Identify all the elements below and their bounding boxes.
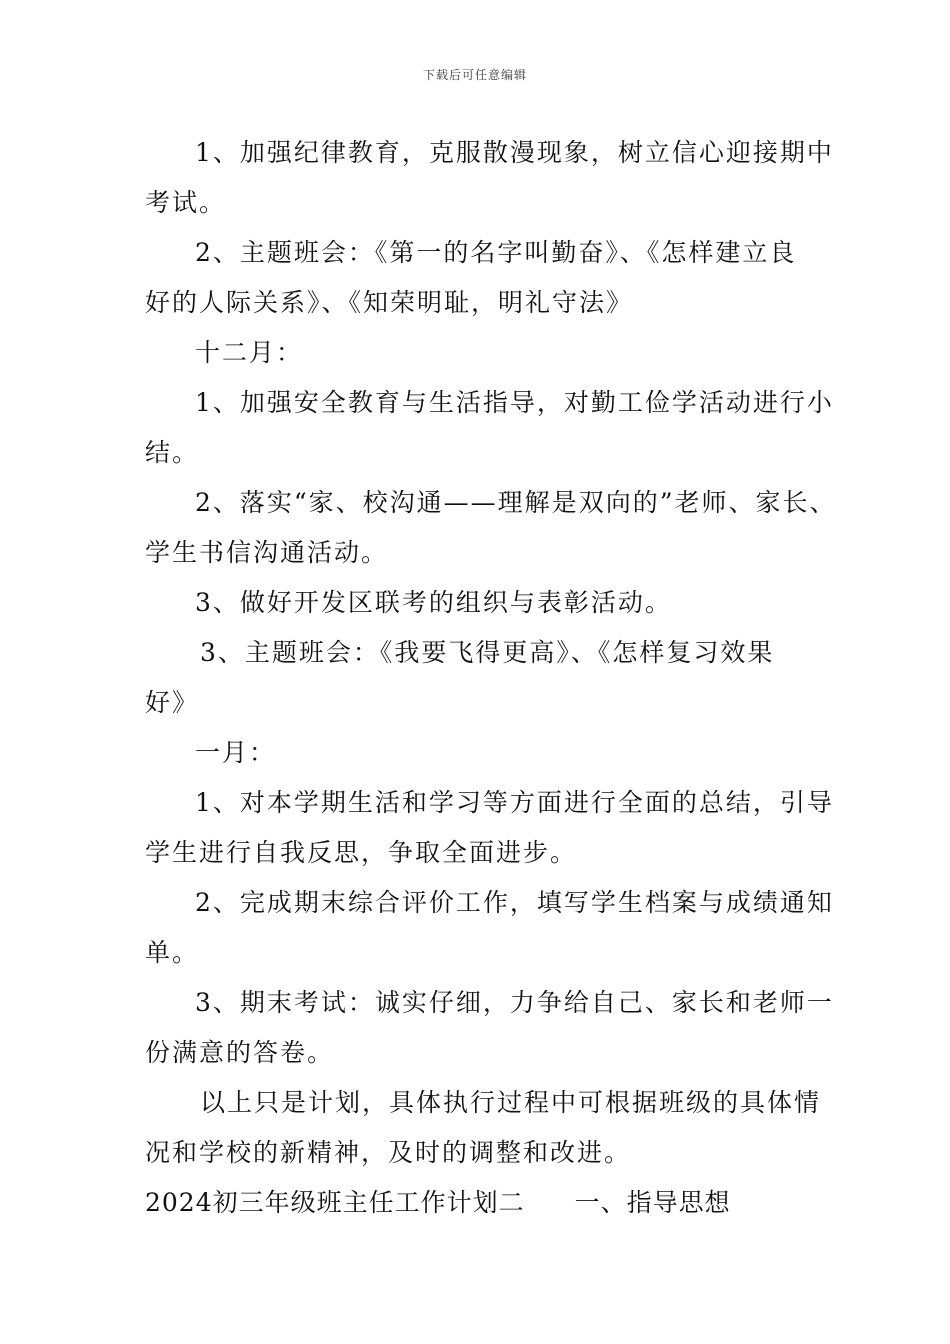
paragraph-line: 2、主题班会：《第一的名字叫勤奋》、《怎样建立良 (195, 238, 797, 267)
page-header-note: 下载后可任意编辑 (422, 68, 527, 82)
plan-title-line (145, 1178, 825, 1228)
paragraph-line: 3、主题班会：《我要飞得更高》、《怎样复习效果 (200, 638, 775, 667)
paragraph-line: 2、落实“家、校沟通——理解是双向的”老师、家长、 (195, 488, 837, 517)
month-heading: 十二月： (195, 338, 304, 367)
section-heading: 一、指导思想 (574, 1188, 731, 1217)
paragraph-line: 份满意的答卷。 (145, 1038, 335, 1067)
document-body (145, 128, 837, 1228)
paragraph-line: 考试。 (145, 188, 227, 217)
paragraph-line: 学生进行自我反思，争取全面进步。 (145, 838, 578, 867)
paragraph-line: 1、加强纪律教育，克服散漫现象，树立信心迎接期中 (195, 138, 834, 167)
paragraph-line: 以上只是计划，具体执行过程中可根据班级的具体情 (200, 1088, 822, 1117)
month-heading: 一月： (195, 738, 277, 767)
paragraph-line: 单。 (145, 938, 200, 967)
paragraph-line: 3、期末考试：诚实仔细，力争给自己、家长和老师一 (195, 988, 834, 1017)
paragraph-line: 结。 (145, 438, 200, 467)
paragraph-line: 况和学校的新精神，及时的调整和改进。 (145, 1138, 632, 1167)
paragraph-line: 1、对本学期生活和学习等方面进行全面的总结，引导 (195, 788, 834, 817)
paragraph-line: 2、完成期末综合评价工作，填写学生档案与成绩通知 (195, 888, 834, 917)
paragraph-line: 3、做好开发区联考的组织与表彰活动。 (195, 588, 672, 617)
paragraph-line: 好》 (145, 688, 200, 717)
paragraph-line: 学生书信沟通活动。 (145, 538, 389, 567)
plan-title: 2024初三年级班主任工作计划二 (145, 1188, 525, 1217)
paragraph-line: 1、加强安全教育与生活指导，对勤工俭学活动进行小 (195, 388, 834, 417)
paragraph-line: 好的人际关系》、《知荣明耻，明礼守法》 (145, 288, 634, 317)
